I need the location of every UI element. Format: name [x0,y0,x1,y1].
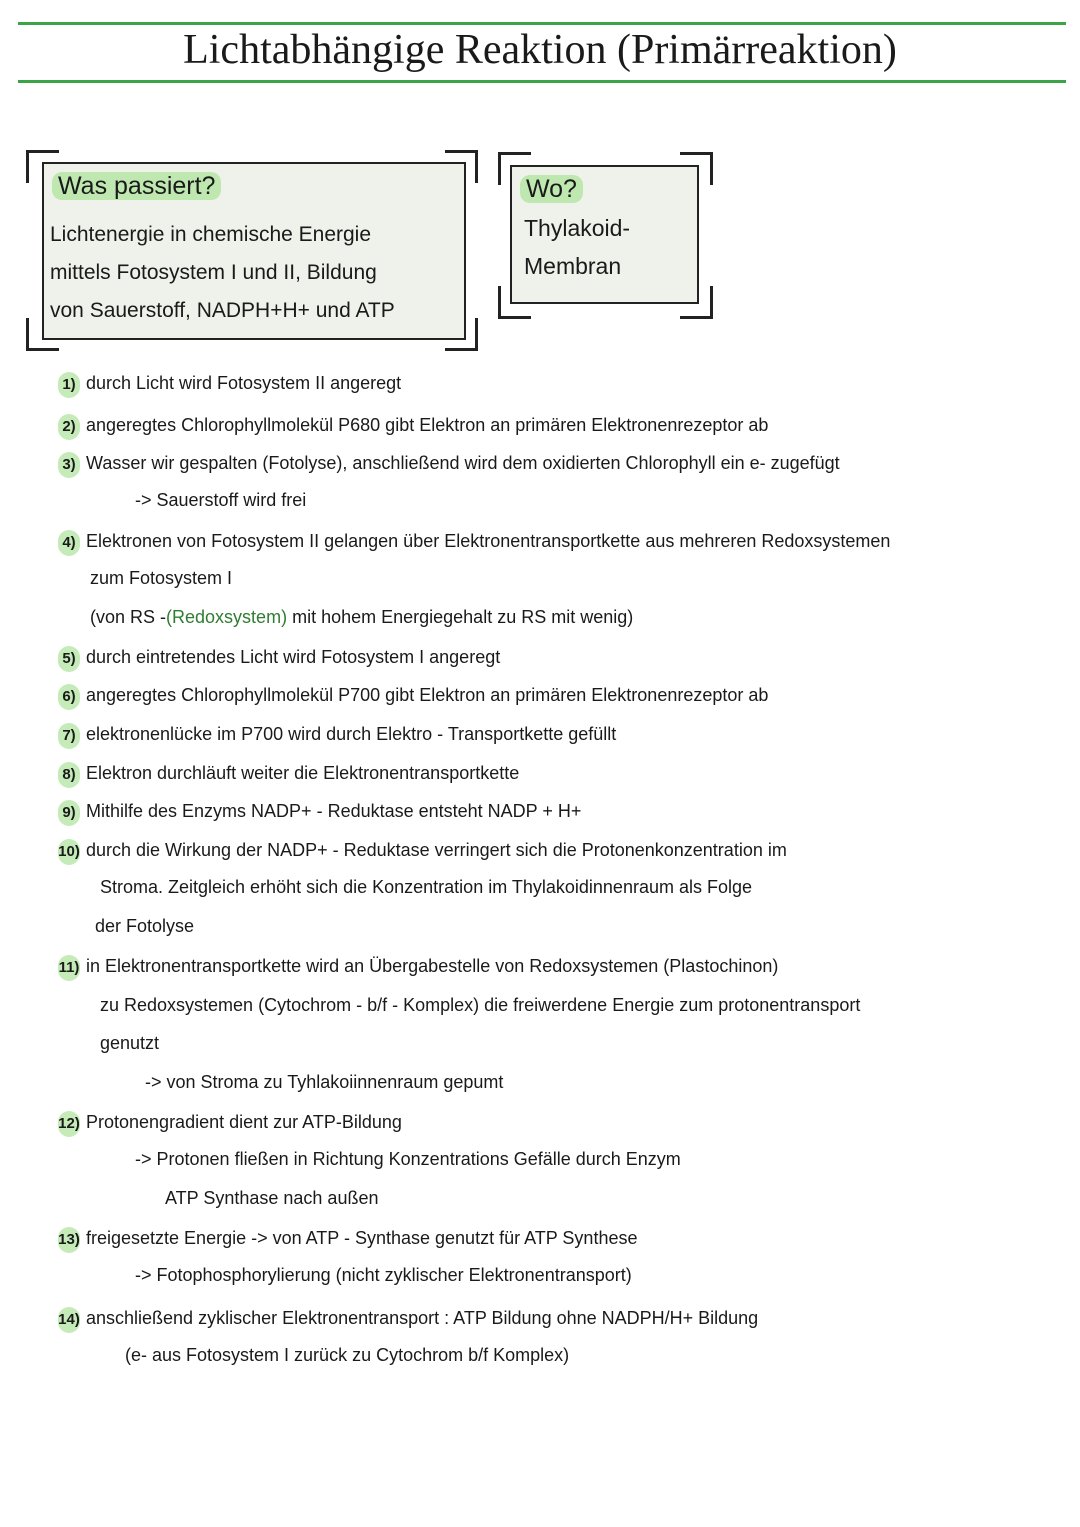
step-1: 1) durch Licht wird Fotosystem II angeregt [58,372,401,398]
what-heading: Was passiert? [52,172,221,200]
step-12-line: ATP Synthase nach außen [165,1188,379,1208]
step-11: 11) in Elektronentransportkette wird an Übergabestelle von Redoxsystemen (Plastochinon) [58,955,778,981]
where-heading: Wo? [520,175,583,203]
title-rule-bottom [18,80,1066,83]
step-5: 5) durch eintretendes Licht wird Fotosystem I angeregt [58,646,500,672]
bracket-corner [26,150,59,183]
where-box [510,165,699,304]
step-4: 4) Elektronen von Fotosystem II gelangen über Elektronentransportkette aus mehreren Redoxsystemen [58,530,890,556]
what-line: Lichtenergie in chemische Energie [50,223,372,246]
page-title: Lichtabhängige Reaktion (Primärreaktion) [183,27,897,73]
what-line: mittels Fotosystem I und II, Bildung [50,261,377,284]
bracket-corner [498,286,531,319]
bracket-corner [498,152,531,185]
step-11-line: zu Redoxsystemen (Cytochrom - b/f - Komplex) die freiwerdene Energie zum protonentransport [100,995,861,1015]
bracket-corner [26,318,59,351]
step-2: 2) angeregtes Chlorophyllmolekül P680 gibt Elektron an primären Elektronenrezeptor ab [58,414,768,440]
what-line: von Sauerstoff, NADPH+H+ und ATP [50,299,395,322]
bracket-corner [445,318,478,351]
where-line: Thylakoid- [524,215,631,241]
where-line: Membran [524,253,622,279]
step-13: 13) freigesetzte Energie -> von ATP - Synthase genutzt für ATP Synthese [58,1227,637,1253]
bracket-corner [680,152,713,185]
step-10-line: Stroma. Zeitgleich erhöht sich die Konzentration im Thylakoidinnenraum als Folge [100,877,752,897]
step-13-line: -> Fotophosphorylierung (nicht zyklischer Elektronentransport) [135,1265,632,1285]
bracket-corner [445,150,478,183]
step-7: 7) elektronenlücke im P700 wird durch Elektro - Transportkette gefüllt [58,723,616,749]
what-happens-box [42,162,466,340]
step-11-line: -> von Stroma zu Tyhlakoiinnenraum gepumt [145,1072,504,1092]
bracket-corner [680,286,713,319]
step-14-line: (e- aus Fotosystem I zurück zu Cytochrom b/f Komplex) [125,1345,570,1365]
step-9: 9) Mithilfe des Enzyms NADP+ - Reduktase entsteht NADP + H+ [58,800,581,826]
step-4-line: (von RS -(Redoxsystem) mit hohem Energiegehalt zu RS mit wenig) [90,607,634,627]
step-6: 6) angeregtes Chlorophyllmolekül P700 gibt Elektron an primären Elektronenrezeptor ab [58,684,768,710]
step-10-line: der Fotolyse [95,916,195,936]
title-rule-top [18,22,1066,25]
step-8: 8) Elektron durchläuft weiter die Elektronentransportkette [58,762,519,788]
step-11-line: genutzt [100,1033,160,1053]
step-12: 12) Protonengradient dient zur ATP-Bildung [58,1111,402,1137]
step-14: 14) anschließend zyklischer Elektronentransport : ATP Bildung ohne NADPH/H+ Bildung [58,1307,758,1333]
step-3-line: -> Sauerstoff wird frei [135,490,307,510]
step-10: 10) durch die Wirkung der NADP+ - Reduktase verringert sich die Protonenkonzentration im [58,839,787,865]
step-3: 3) Wasser wir gespalten (Fotolyse), anschließend wird dem oxidierten Chlorophyll ein e- zugefügt [58,452,840,478]
step-12-line: -> Protonen fließen in Richtung Konzentrations Gefälle durch Enzym [135,1149,681,1169]
step-4-line: zum Fotosystem I [90,568,233,588]
